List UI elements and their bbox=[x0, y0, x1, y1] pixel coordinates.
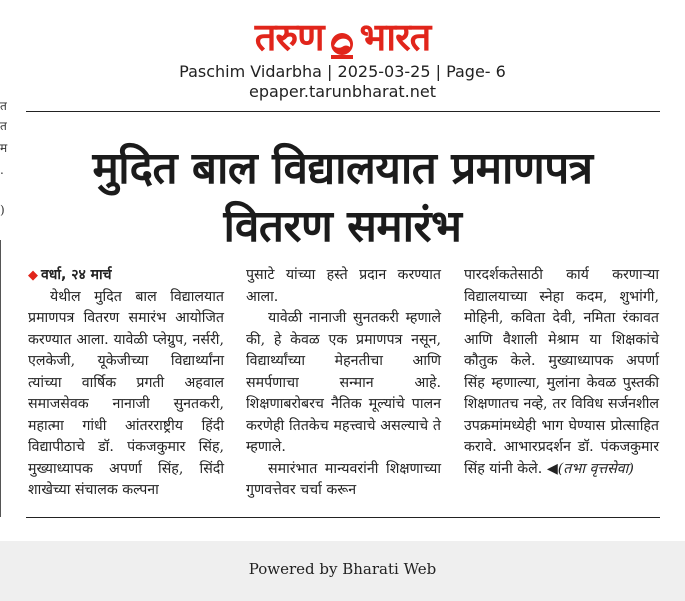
column-1-text: येथील मुदित बाल विद्यालयात प्रमाणपत्र वितरण समारंभ आयोजित करण्यात आला. यावेळी प्लेग्रुप, नर्सरी, एलकेजी, यूकेजीच्या विद्यार्थ्यांना त्यांच्या वार्षिक प्रगती अहवाल समाजसेवक नानाजी सुनतकरी, महात्मा गांधी आंतरराष्ट्रीय हिंदी विद्यापीठाचे डॉ. पंकजकुमार सिंह, मुख्याध्यापक अपर्णा सिंह, सिंदी शाखेच्या संचालक कल्पना bbox=[28, 288, 224, 498]
column-2-paragraph-b: यावेळी नानाजी सुनतकरी म्हणाले की, हे केवळ एक प्रमाणपत्र नसून, विद्यार्थ्यांच्या मेहनतीचा आणि समर्पणाचा सन्मान आहे. शिक्षणाबरोबरच नैतिक मूल्यांचे पालन करणेही तितकेच महत्त्वाचे असल्याचे ते म्हणाले. bbox=[246, 310, 441, 455]
article-headline bbox=[20, 140, 665, 256]
dateline: वर्धा, २४ मार्च bbox=[41, 267, 112, 283]
column-2-paragraph-a: पुसाटे यांच्या हस्ते प्रदान करण्यात आला. bbox=[246, 267, 441, 305]
left-fragment: ) bbox=[0, 203, 5, 217]
article-left-border bbox=[0, 240, 1, 517]
powered-by-text[interactable]: Powered by Bharati Web bbox=[248, 560, 437, 578]
masthead bbox=[0, 0, 685, 108]
site-url[interactable]: epaper.tarunbharat.net bbox=[248, 82, 437, 101]
lion-emblem-icon bbox=[326, 31, 358, 61]
top-divider bbox=[26, 111, 660, 112]
article-column-3 bbox=[464, 265, 659, 480]
article-column-1 bbox=[28, 265, 224, 502]
column-2-paragraph-c: समारंभात मान्यवरांनी शिक्षणाच्या गुणवत्तेवर चर्चा करून bbox=[246, 460, 441, 498]
left-fragment: त bbox=[0, 99, 7, 113]
logo-left-text: तरुण bbox=[254, 15, 324, 59]
footer bbox=[0, 541, 685, 601]
edition-line: Paschim Vidarbha | 2025-03-25 | Page- 6 bbox=[179, 62, 506, 81]
diamond-bullet-icon: ◆ bbox=[28, 268, 38, 283]
left-fragment: त bbox=[0, 119, 7, 133]
bottom-divider bbox=[26, 517, 660, 518]
logo-right-text: भारत bbox=[359, 15, 431, 59]
column-3-text: पारदर्शकतेसाठी कार्य करणाऱ्या विद्यालयाच्या स्नेहा कदम, शुभांगी, मोहिनी, कविता देवी, नमिता रंकावत आणि वैशाली मेश्राम या शिक्षकांचे कौतुक केले. मुख्याध्यापक अपर्णा सिंह म्हणाल्या, मुलांना केवळ पुस्तकी शिक्षणातच नव्हे, तर विविध सर्जनशील उपक्रमांमध्येही भाग घेण्यास प्रोत्साहित करावे. आभारप्रदर्शन डॉ. पंकजकुमार सिंह यांनी केले. bbox=[464, 267, 659, 477]
newspaper-logo bbox=[215, 14, 470, 60]
headline-line-2: वितरण समारंभ bbox=[223, 201, 462, 252]
news-credit: ◀(तभा वृत्तसेवा) bbox=[546, 460, 634, 477]
left-fragment: . bbox=[0, 163, 4, 177]
article-column-2 bbox=[246, 265, 441, 502]
left-fragment: म bbox=[0, 141, 8, 155]
headline-line-1: मुदित बाल विद्यालयात प्रमाणपत्र bbox=[92, 143, 593, 194]
